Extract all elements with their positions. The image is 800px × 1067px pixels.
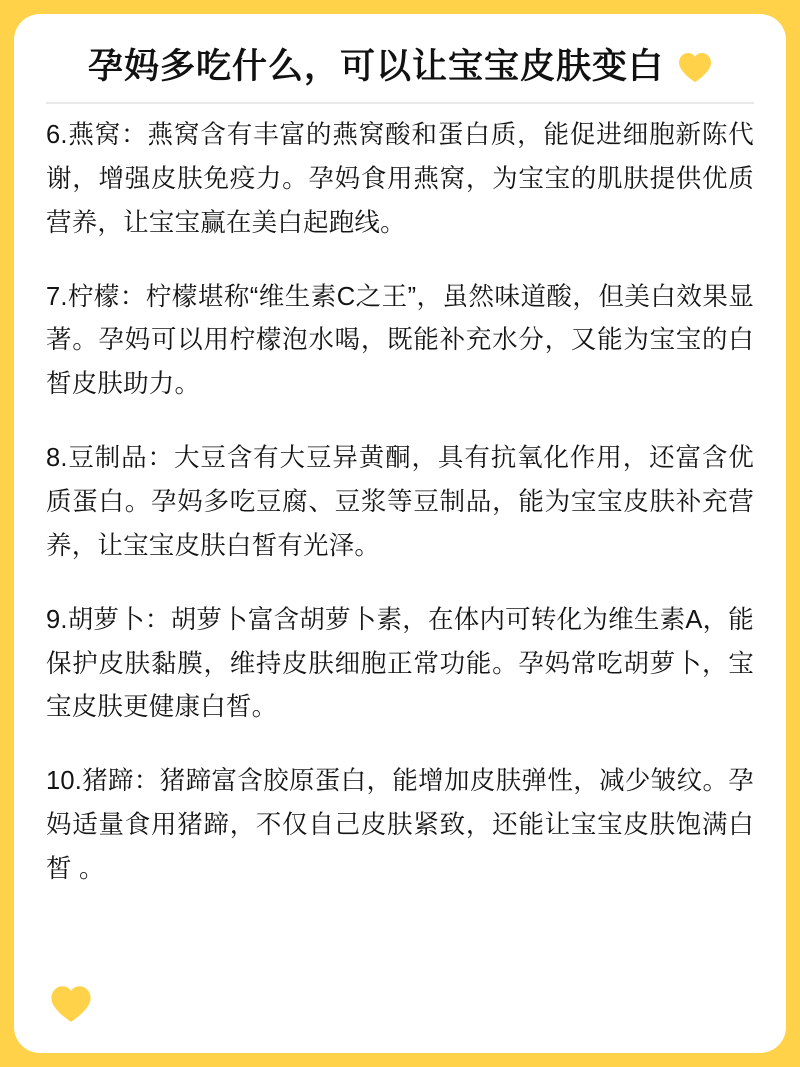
paragraph: 6.燕窝：燕窝含有丰富的燕窝酸和蛋白质，能促进细胞新陈代谢，增强皮肤免疫力。孕妈食用燕窝，为宝宝的肌肤提供优质营养，让宝宝赢在美白起跑线。 [46, 121, 754, 237]
title-row [44, 46, 756, 88]
paragraph: 7.柠檬：柠檬堪称“维生素C之王”，虽然味道酸，但美白效果显著。孕妈可以用柠檬泡水喝，既能补充水分，又能为宝宝的白皙皮肤助力。 [46, 282, 754, 399]
heart-icon [50, 985, 92, 1023]
paragraph: 8.豆制品：大豆含有大豆异黄酮，具有抗氧化作用，还富含优质蛋白。孕妈多吃豆腐、豆浆等豆制品，能为宝宝皮肤补充营养，让宝宝皮肤白皙有光泽。 [46, 444, 754, 560]
paragraph: 10.猪蹄：猪蹄富含胶原蛋白，能增加皮肤弹性，减少皱纹。孕妈适量食用猪蹄，不仅自己皮肤紧致，还能让宝宝皮肤饱满白皙 。 [46, 767, 754, 884]
paragraph: 9.胡萝卜：胡萝卜富含胡萝卜素，在体内可转化为维生素A，能保护皮肤黏膜，维持皮肤细胞正常功能。孕妈常吃胡萝卜，宝宝皮肤更健康白皙。 [46, 605, 754, 722]
page-title: 孕妈多吃什么，可以让宝宝皮肤变白 [87, 47, 664, 86]
title-divider [46, 102, 754, 104]
heart-icon [678, 52, 712, 83]
article-body [44, 114, 756, 892]
content-card [14, 14, 786, 1053]
